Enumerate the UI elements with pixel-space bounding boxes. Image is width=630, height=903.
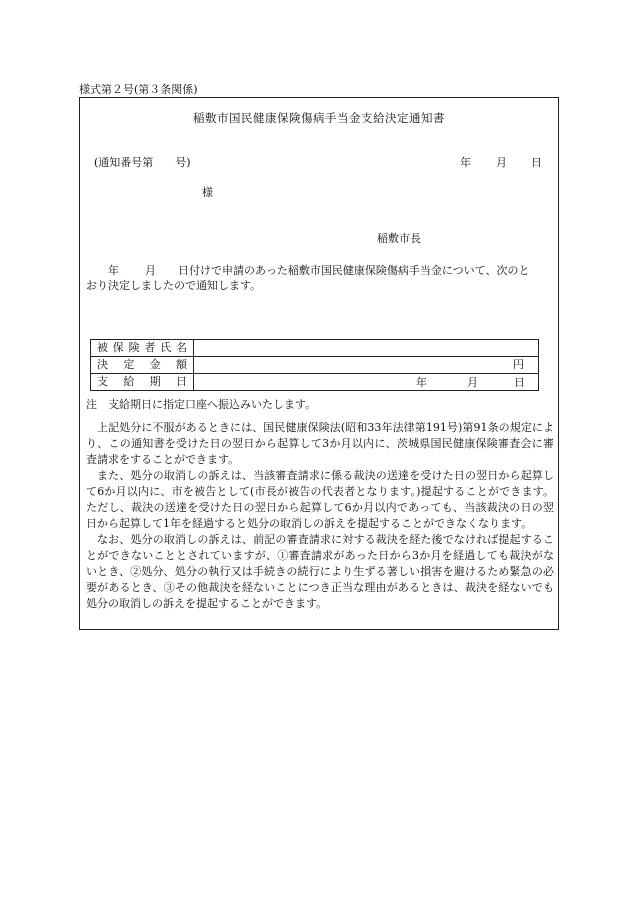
- yen-unit: 円: [513, 358, 524, 371]
- issuer: 稲敷市長: [377, 232, 421, 245]
- payment-month: 月: [467, 376, 478, 389]
- amount-label: 決 定 金 額: [91, 357, 194, 374]
- insured-name-field[interactable]: [194, 340, 539, 357]
- payment-date-label: 支 給 期 日: [91, 374, 194, 391]
- payment-date-field[interactable]: [194, 374, 539, 391]
- payment-day: 日: [514, 376, 525, 389]
- date-month: 月: [496, 156, 507, 169]
- payment-note: 注 支給期日に指定口座へ振込みいたします。: [86, 398, 317, 411]
- appeal-info: [86, 420, 554, 612]
- document-frame: [79, 97, 559, 630]
- amount-field[interactable]: [194, 357, 539, 374]
- intro-text: 日付けで申請のあった稲敷市国民健康保険傷病手当金について、次のと: [178, 264, 530, 277]
- table-row: [91, 374, 539, 391]
- document-title: 稲敷市国民健康保険傷病手当金支給決定通知書: [193, 111, 445, 125]
- info-table: [90, 339, 539, 391]
- table-row: [91, 357, 539, 374]
- intro-text-cont: おり決定しましたので通知します。: [86, 279, 262, 292]
- date-year: 年: [460, 156, 471, 169]
- intro-month: 月: [145, 264, 156, 277]
- table-row: [91, 340, 539, 357]
- date-day: 日: [531, 156, 542, 169]
- notice-number: (通知番号第 号): [94, 156, 191, 169]
- form-label: 様式第２号(第３条関係): [79, 83, 198, 96]
- intro-year: 年: [108, 264, 119, 277]
- recipient-suffix: 様: [202, 186, 213, 199]
- insured-name-label: 被 保 険 者 氏 名: [91, 340, 194, 357]
- payment-year: 年: [416, 376, 427, 389]
- appeal-paragraph-2: また、処分の取消しの訴えは、当該審査請求に係る裁決の送達を受けた日の翌日から起算して6か月以内に、市を被告として(市長が被告の代表者となります。)提起することができます。ただし、裁決の送達を受けた日の翌日から起算して6か月以内であっても、当該裁決の日の翌日から起算して1年を経過すると処分の取消しの訴えを提起することができなくなります。: [86, 469, 554, 530]
- appeal-paragraph-1: 上記処分に不服があるときには、国民健康保険法(昭和33年法律第191号)第91条の規定により、この通知書を受けた日の翌日から起算して3か月以内に、茨城県国民健康保険審査会に審査請求をすることができます。: [86, 421, 554, 466]
- appeal-paragraph-3: なお、処分の取消しの訴えは、前記の審査請求に対する裁決を経た後でなければ提起することができないこととされていますが、①審査請求があった日から3か月を経過しても裁決がないとき、②処分、処分の執行又は手続きの続行により生ずる著しい損害を避けるため緊急の必要があるとき、③その他裁決を経ないことにつき正当な理由があるときは、裁決を経ないでも処分の取消しの訴えを提起することができます。: [86, 533, 554, 610]
